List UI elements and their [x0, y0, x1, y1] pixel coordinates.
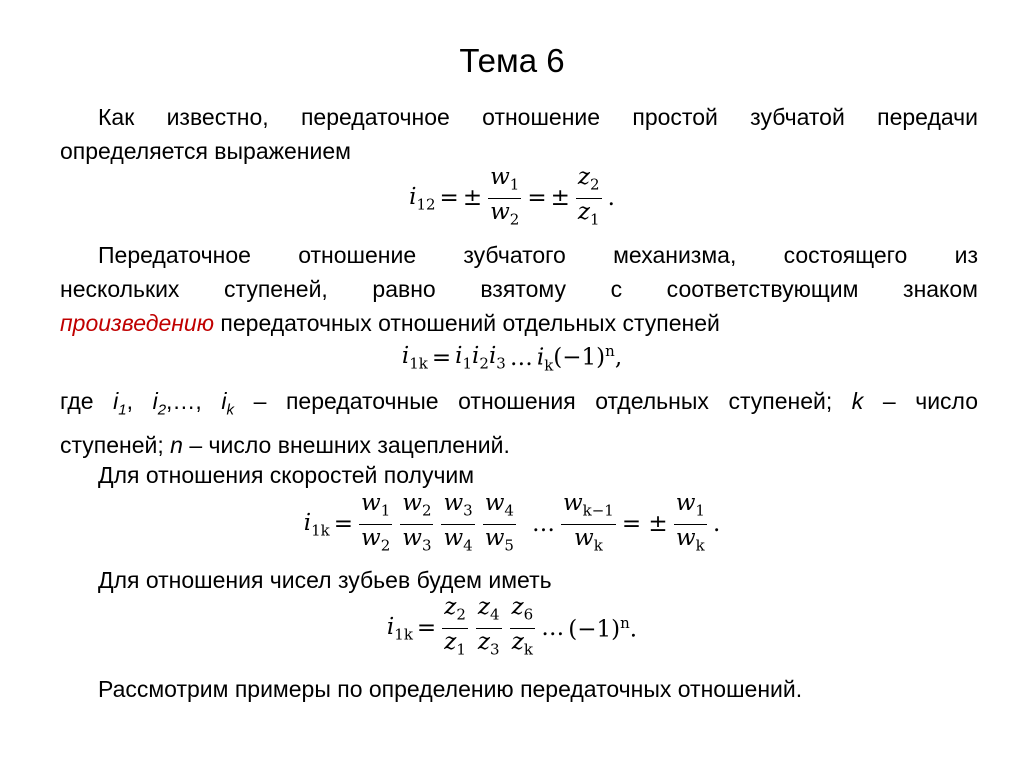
equation-teeth: $i_{1k}$ = $\frac{z_2}{z_1}$ $\frac{z_4}{z_3}$ $\frac{z_6}{z_k}$ … $(-1)^n$.: [0, 594, 1024, 663]
paragraph-speeds-text: Для отношения скоростей получим: [98, 462, 475, 488]
eq1-equals: =: [439, 185, 459, 212]
equation-speeds: $i_{1k}$ = $\frac{w_1}{w_2}$ $\frac{w_2}{w_3}$ $\frac{w_3}{w_4}$ $\frac{w_4}{w_5}$ … $\frac{w_{k-1}}{w_k}$ = ± $\frac{w_1}{w_k}$ .: [0, 490, 1024, 559]
paragraph-examples-text: Рассмотрим примеры по определению передаточных отношений.: [98, 676, 803, 702]
eq1-fraction-w: $\frac{w_1}{w_2}$: [490, 164, 520, 229]
eq1-lhs-sub: 12: [416, 195, 436, 214]
paragraph-multistage: [60, 238, 978, 340]
equation-gear-ratio: [0, 164, 1024, 233]
paragraph-definitions-line2: ступеней; n – число внешних зацеплений.: [60, 431, 510, 458]
eq1-fraction-z: $\frac{z_2}{z_1}$: [577, 164, 600, 229]
eq3-frac-k: $\frac{w_{k-1}}{w_k}$: [562, 490, 614, 555]
eq3-frac-4: $\frac{w_4}{w_5}$: [484, 490, 514, 555]
eq3-frac-last: $\frac{w_1}{w_k}$: [675, 490, 705, 555]
paragraph-multistage-line3-rest: передаточных отношений отдельных ступеней: [214, 310, 720, 336]
paragraph-multistage-line2: нескольких ступеней, равно взятому с соответствующим знаком: [60, 276, 978, 302]
eq3-frac-1: $\frac{w_1}{w_2}$: [361, 490, 391, 555]
eq1-pm: ±: [462, 185, 483, 212]
eq3-frac-3: $\frac{w_3}{w_4}$: [443, 490, 473, 555]
paragraph-examples: [60, 672, 978, 706]
paragraph-multistage-line3: [60, 306, 978, 340]
paragraph-intro-line2: определяется выражением: [60, 138, 351, 164]
eq1-end: .: [607, 185, 615, 212]
eq1-lhs: i: [409, 183, 417, 210]
paragraph-definitions-line1: где $i_1$, $i_2,\dots$, $i_k$ – передаточные отношения отдельных ступеней; k – число: [60, 388, 979, 419]
eq1-pm-2: ±: [550, 185, 570, 212]
highlight-product: произведению: [60, 310, 215, 336]
equation-product: $i_{1k}$ = $i_1i_2i_3$ … $i_k(-1)^n$,: [401, 342, 623, 375]
eq4-frac-1: $\frac{z_2}{z_1}$: [444, 594, 466, 659]
eq3-frac-2: $\frac{w_2}{w_3}$: [402, 490, 432, 555]
paragraph-speeds: [60, 458, 978, 492]
paragraph-teeth: [60, 563, 978, 597]
paragraph-multistage-line1: Передаточное отношение зубчатого механизма, состоящего из: [98, 242, 978, 268]
eq1-equals-2: =: [527, 185, 547, 212]
eq4-frac-2: $\frac{z_4}{z_3}$: [477, 594, 500, 659]
eq4-frac-3: $\frac{z_6}{z_k}$: [511, 594, 534, 659]
slide-title: Тема 6: [459, 42, 565, 79]
paragraph-definitions: [60, 384, 978, 462]
paragraph-intro-line1: Как известно, передаточное отношение простой зубчатой передачи: [98, 104, 978, 130]
paragraph-intro: [60, 100, 978, 168]
paragraph-teeth-text: Для отношения чисел зубьев будем иметь: [98, 567, 552, 593]
